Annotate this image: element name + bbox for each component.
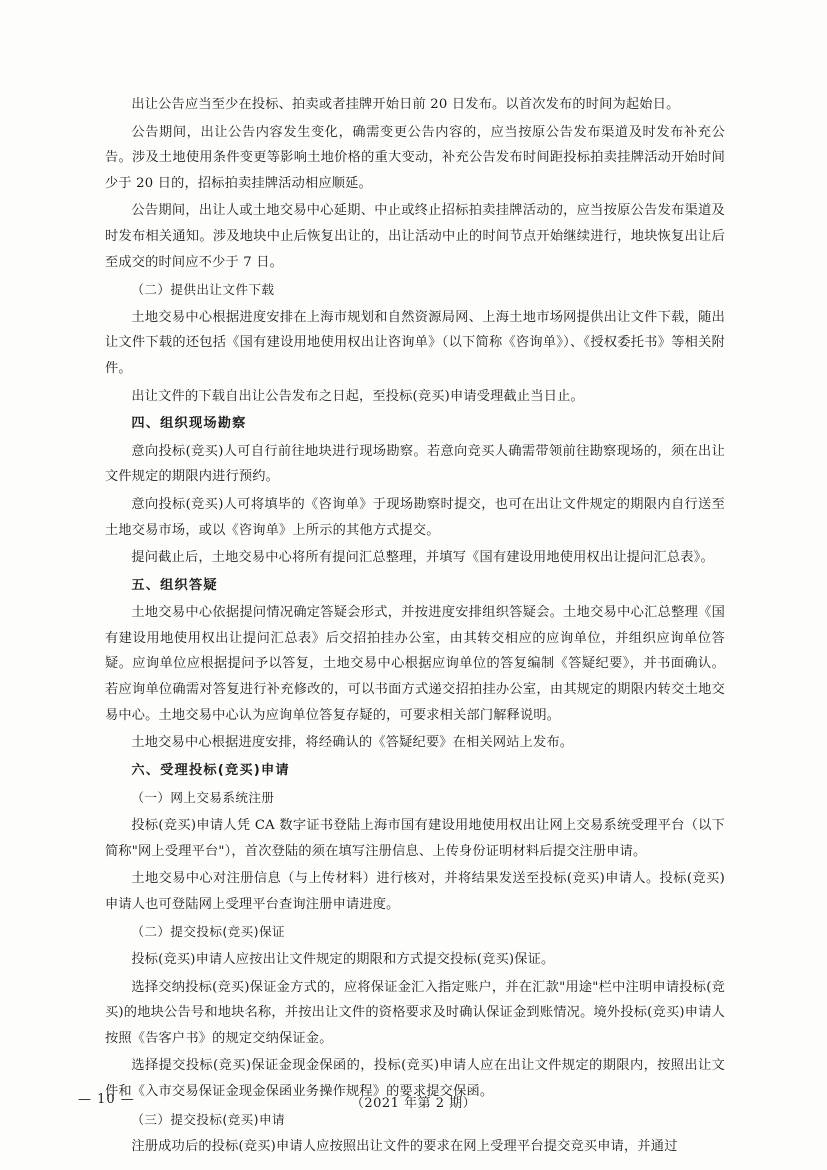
paragraph: 公告期间，出让人或土地交易中心延期、中止或终止招标拍卖挂牌活动的，应当按原公告发布渠道及时发布相关通知。涉及地块中止后恢复出让的，出让活动中止的时间节点开始继续进行，地块恢复出让后至成交的时间应不少于 7 日。 xyxy=(105,203,725,270)
paragraph: 选择交纳投标(竞买)保证金方式的，应将保证金汇入指定账户，并在汇款"用途"栏中注明申请投标(竞买)的地块公告号和地块名称，并按出让文件的资格要求及时确认保证金到账情况。境外投标(竞买)申请人按照《告客户书》的规定交纳保证金。 xyxy=(105,979,725,1046)
paragraph: 公告期间，出让公告内容发生变化，确需变更公告内容的，应当按原公告发布渠道及时发布补充公告。涉及土地使用条件变更等影响土地价格的重大变动，补充公告发布时间距投标拍卖挂牌活动开始时间少于 20 日的，招标拍卖挂牌活动相应顺延。 xyxy=(105,124,725,191)
section-subheading: （三）提交投标(竞买)申请 xyxy=(131,1111,285,1127)
paragraph: 注册成功后的投标(竞买)申请人应按照出让文件的要求在网上受理平台提交竞买申请，并通过 xyxy=(131,1139,678,1155)
paragraph: 意向投标(竞买)人可将填毕的《咨询单》于现场勘察时提交，也可在出让文件规定的期限内自行送至土地交易市场，或以《咨询单》上所示的其他方式提交。 xyxy=(105,496,725,538)
section-subheading: （二）提交投标(竞买)保证 xyxy=(131,924,285,940)
paragraph: 土地交易中心依据提问情况确定答疑会形式，并按进度安排组织答疑会。土地交易中心汇总整理《国有建设用地使用权出让提问汇总表》后交招拍挂办公室，由其转交相应的应询单位，并组织应询单位答疑。应询单位应根据提问予以答复，土地交易中心根据应询单位的答复编制《答疑纪要》，并书面确认。若应询单位确需对答复进行补充修改的，可以书面方式递交招拍挂办公室，由其规定的期限内转交土地交易中心。土地交易中心认为应询单位答复存疑的，可要求相关部门解释说明。 xyxy=(105,605,725,723)
paragraph: 出让文件的下载自出让公告发布之日起，至投标(竞买)申请受理截止当日止。 xyxy=(131,388,584,404)
section-heading: 五、组织答疑 xyxy=(131,577,218,593)
section-subheading: （一）网上交易系统注册 xyxy=(131,790,275,806)
paragraph: 选择提交投标(竞买)保证金现金保函的，投标(竞买)申请人应在出让文件规定的期限内，按照出让文件和《入市交易保证金现金保函业务操作规程》的要求提交保函。 xyxy=(105,1058,725,1099)
section-heading: 四、组织现场勘察 xyxy=(131,416,247,432)
document-body xyxy=(105,92,725,1162)
paragraph: 土地交易中心根据进度安排，将经确认的《答疑纪要》在相关网站上发布。 xyxy=(131,735,574,751)
page-footer xyxy=(0,1092,827,1114)
paragraph: 提问截止后，土地交易中心将所有提问汇总整理，并填写《国有建设用地使用权出让提问汇总表》。 xyxy=(131,550,714,566)
paragraph: 意向投标(竞买)人可自行前往地块进行现场勘察。若意向竞买人确需带领前往勘察现场的，须在出让文件规定的期限内进行预约。 xyxy=(105,443,725,485)
issue-label: （2021 年第 2 期） xyxy=(350,1096,477,1111)
paragraph: 土地交易中心根据进度安排在上海市规划和自然资源局网、上海土地市场网提供出让文件下载，随出让文件下载的还包括《国有建设用地使用权出让咨询单》（以下简称《咨询单》）、《授权委托书》等相关附件。 xyxy=(105,309,725,376)
section-heading: 六、受理投标(竞买)申请 xyxy=(131,762,290,778)
paragraph: 出让公告应当至少在投标、拍卖或者挂牌开始日前 20 日发布。以首次发布的时间为起始日。 xyxy=(131,97,680,112)
paragraph: 投标(竞买)申请人凭 CA 数字证书登陆上海市国有建设用地使用权出让网上交易系统受理平台（以下简称"网上受理平台"），首次登陆的须在填写注册信息、上传身份证明材料后提交注册申请。 xyxy=(105,818,725,859)
section-subheading: （二）提供出让文件下载 xyxy=(131,282,275,298)
page-number: — 10 — xyxy=(78,1092,135,1107)
paragraph: 土地交易中心对注册信息（与上传材料）进行核对，并将结果发送至投标(竞买)申请人。投标(竞买)申请人也可登陆网上受理平台查询注册申请进度。 xyxy=(105,871,725,912)
paragraph: 投标(竞买)申请人应按出让文件规定的期限和方式提交投标(竞买)保证。 xyxy=(131,952,555,967)
